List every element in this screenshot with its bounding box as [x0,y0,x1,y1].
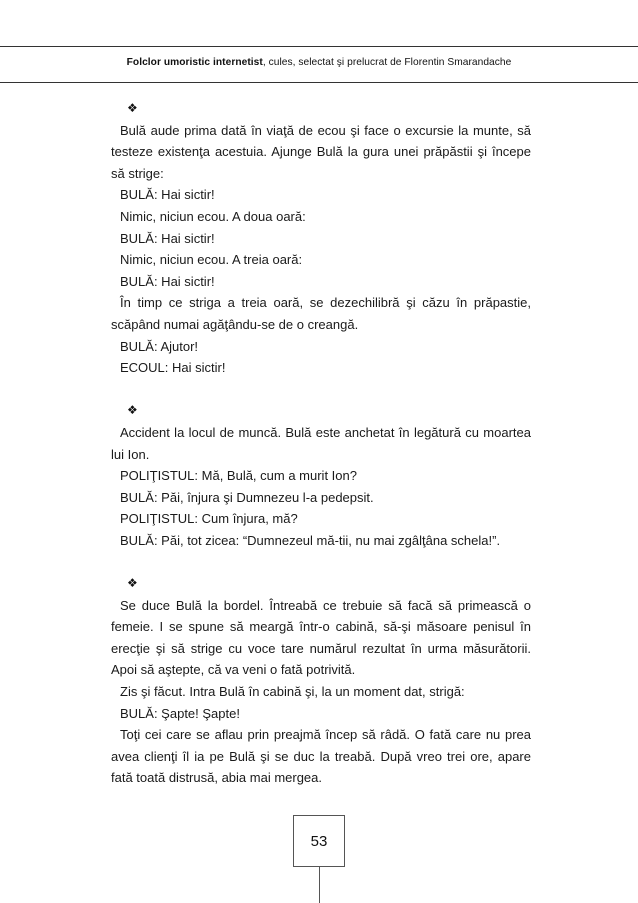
paragraph: BULĂ: Păi, tot zicea: “Dumnezeul mă-tii, nu mai zgâlţâna schela!”. [120,532,501,548]
header-attribution: , cules, selectat şi prelucrat de Florentin Smarandache [262,57,512,68]
paragraph: Nimic, niciun ecou. A treia oară: [120,252,303,268]
paragraph: POLIŢISTUL: Cum înjura, mă? [120,511,298,527]
running-header [0,57,638,68]
page-number-box [293,815,345,867]
diamond-bullet-icon: ❖ [127,101,138,115]
paragraph: Zis şi făcut. Intra Bulă în cabină şi, la un moment dat, strigă: [120,684,465,700]
paragraph: Bulă aude prima dată în viaţă de ecou şi face o excursie la munte, să testeze existenţa acestuia. Ajunge Bulă la gura unei prăpăstii şi începe să strige: [111,122,531,181]
diamond-bullet-icon: ❖ [127,403,138,418]
diamond-bullet-icon: ❖ [127,576,138,591]
paragraph: BULĂ: Hai sictir! [120,273,215,289]
joke-section [111,400,531,551]
paragraph: Nimic, niciun ecou. A doua oară: [120,208,306,224]
paragraph: BULĂ: Hai sictir! [120,187,215,203]
header-rule-bottom [0,82,638,83]
paragraph: BULĂ: Hai sictir! [120,230,215,246]
section-spacer [111,379,531,401]
header-rule-top [0,46,638,47]
paragraph: BULĂ: Şapte! Şapte! [120,705,240,721]
paragraph: Toţi cei care se aflau prin preajmă încep să râdă. O fată care nu prea avea clienţi îl ia pe Bulă şi se duc la treabă. După vreo trei ore, apare fată toată distrusă, abia mai mergea. [111,727,531,786]
joke-section [111,573,531,789]
paragraph: BULĂ: Ajutor! [120,338,199,354]
paragraph: Accident la locul de muncă. Bulă este anchetat în legătură cu moartea lui Ion. [111,424,531,462]
paragraph: POLIŢISTUL: Mă, Bulă, cum a murit Ion? [120,468,357,484]
section-spacer [111,551,531,573]
paragraph: În timp ce striga a treia oară, se dezechilibră şi căzu în prăpastie, scăpând numai agăţându-se de o creangă. [111,295,531,332]
page-number-stem [319,867,320,903]
joke-section [111,98,531,379]
header-book-title: Folclor umoristic internetist [126,57,263,68]
paragraph: ECOUL: Hai sictir! [120,360,226,376]
paragraph: Se duce Bulă la bordel. Întreabă ce trebuie să facă să primească o femeie. I se spune să meargă într-o cabină, să-şi măsoare penisul în erecţie şi să strige cu voce tare numărul rezultat în urma măsurătorii. Apoi să aştepte, că va veni o fată potrivită. [111,597,531,678]
page-number: 53 [310,832,328,850]
paragraph: BULĂ: Păi, înjura şi Dumnezeu l-a pedepsit. [120,489,374,505]
page-body [111,98,531,789]
